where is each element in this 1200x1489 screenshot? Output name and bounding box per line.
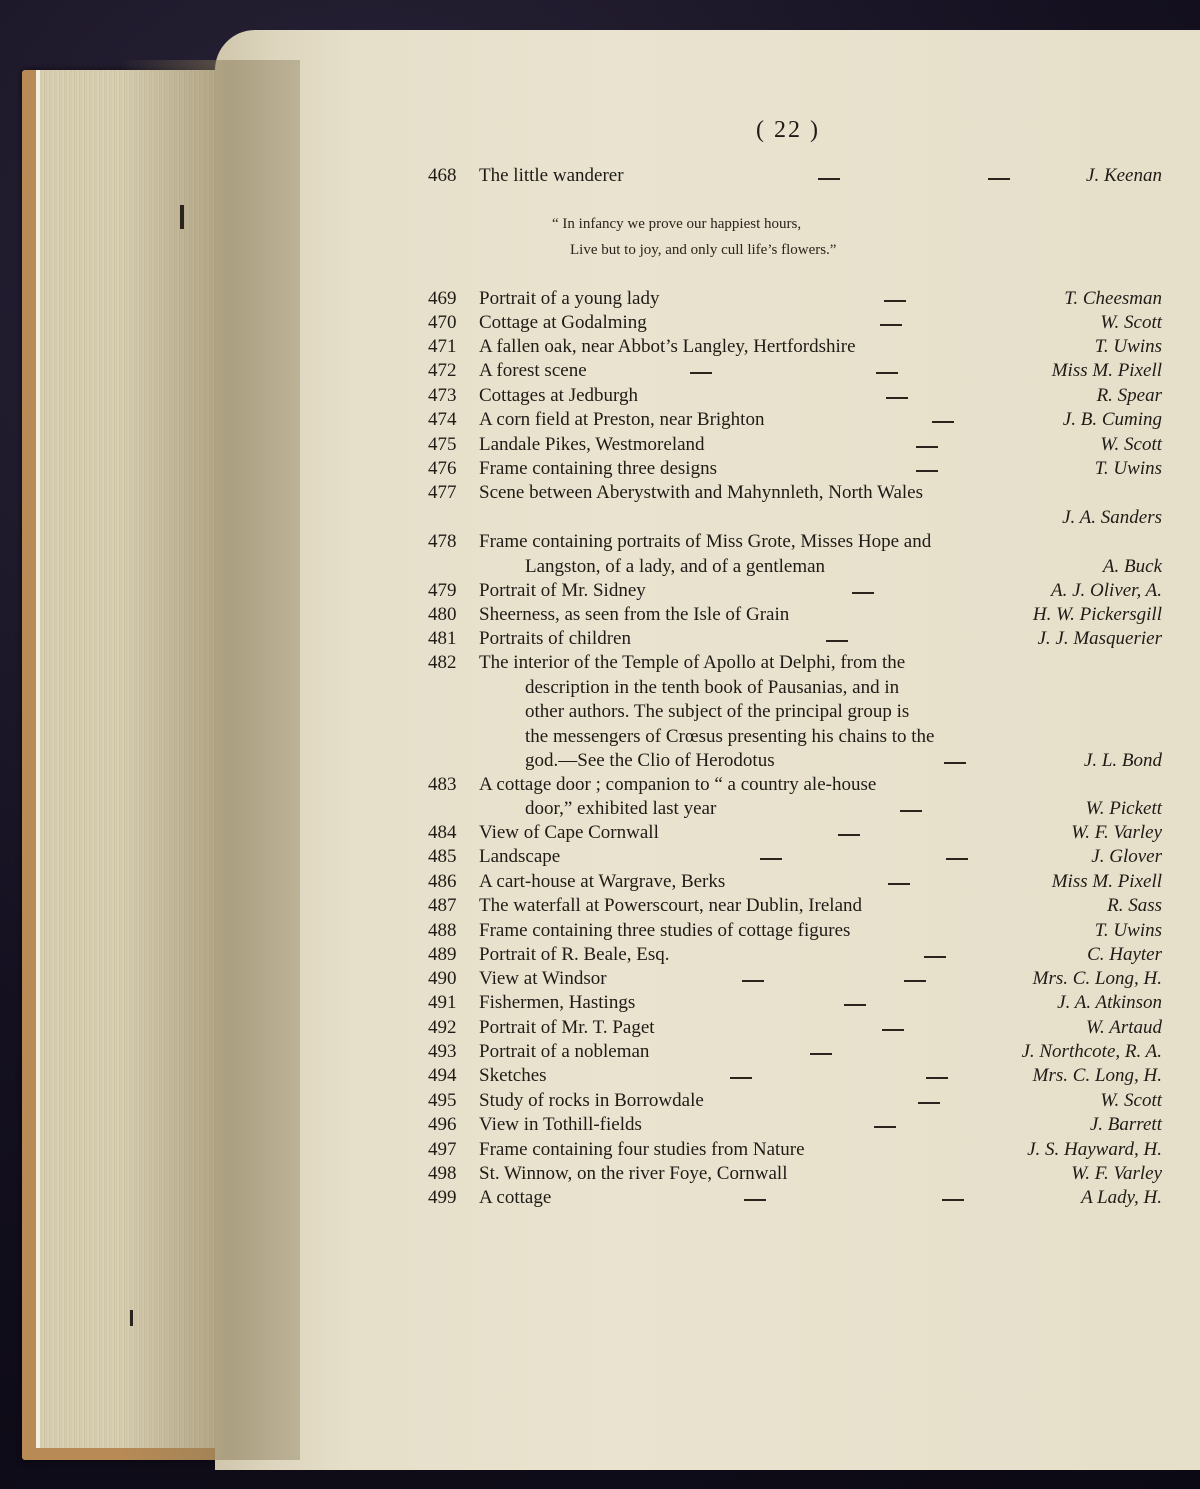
entry-title-continued: description in the tenth book of Pausanias, and in — [525, 677, 900, 698]
entry-title: Frame containing four studies from Nature — [479, 1139, 805, 1160]
entry-artist: J. A. Sanders — [1062, 507, 1162, 528]
entry-number: 474 — [428, 409, 457, 430]
entry-number: 482 — [428, 652, 457, 673]
entry-title: The little wanderer — [479, 165, 624, 186]
entry-number: 491 — [428, 992, 457, 1013]
entry-title: Cottage at Godalming — [479, 312, 647, 333]
entry-number: 488 — [428, 920, 457, 941]
entry-artist: W. F. Varley — [1071, 822, 1162, 843]
leader-dash — [744, 1199, 766, 1201]
entry-artist: J. S. Hayward, H. — [1027, 1139, 1162, 1160]
entry-number: 472 — [428, 360, 457, 381]
entry-artist: J. Barrett — [1089, 1114, 1162, 1135]
leader-dash — [844, 1004, 866, 1006]
entry-number: 485 — [428, 846, 457, 867]
entry-number: 498 — [428, 1163, 457, 1184]
gutter-shadow — [120, 60, 300, 1460]
entry-title: A fallen oak, near Abbot’s Langley, Hertfordshire — [479, 336, 856, 357]
entry-title: Fishermen, Hastings — [479, 992, 636, 1013]
entry-number: 487 — [428, 895, 457, 916]
entry-number: 492 — [428, 1017, 457, 1038]
entry-number: 476 — [428, 458, 457, 479]
entry-number: 490 — [428, 968, 457, 989]
leader-dash — [988, 178, 1010, 180]
leader-dash — [742, 980, 764, 982]
entry-artist: W. Scott — [1100, 434, 1162, 455]
entry-title: Portrait of a nobleman — [479, 1041, 650, 1062]
quote-line-2: Live but to joy, and only cull life’s flowers.” — [570, 242, 837, 258]
leader-dash — [852, 592, 874, 594]
entry-number: 499 — [428, 1187, 457, 1208]
entry-number: 493 — [428, 1041, 457, 1062]
leader-dash — [810, 1053, 832, 1055]
entry-artist: Mrs. C. Long, H. — [1032, 1065, 1162, 1086]
entry-title-continued: other authors. The subject of the principal group is — [525, 701, 910, 722]
leader-dash — [904, 980, 926, 982]
entry-artist: Miss M. Pixell — [1051, 871, 1162, 892]
entry-title: View in Tothill-fields — [479, 1114, 642, 1135]
entry-artist: R. Sass — [1107, 895, 1162, 916]
entry-artist: T. Uwins — [1094, 336, 1162, 357]
entry-artist: W. Scott — [1100, 1090, 1162, 1111]
entry-number: 478 — [428, 531, 457, 552]
entry-title: Frame containing portraits of Miss Grote, Misses Hope and — [479, 531, 932, 552]
entry-number: 489 — [428, 944, 457, 965]
leader-dash — [900, 810, 922, 812]
entry-number: 470 — [428, 312, 457, 333]
entry-title: Scene between Aberystwith and Mahynnleth, North Wales — [479, 482, 923, 503]
entry-title: Portrait of R. Beale, Esq. — [479, 944, 670, 965]
entry-artist: J. Northcote, R. A. — [1021, 1041, 1162, 1062]
entry-title: Frame containing three studies of cottage figures — [479, 920, 851, 941]
entry-artist: C. Hayter — [1087, 944, 1162, 965]
entry-title: Study of rocks in Borrowdale — [479, 1090, 704, 1111]
entry-number: 473 — [428, 385, 457, 406]
entry-title-continued: Langston, of a lady, and of a gentleman — [525, 556, 826, 577]
entry-artist: A. J. Oliver, A. — [1051, 580, 1162, 601]
entry-number: 471 — [428, 336, 457, 357]
entry-artist: J. B. Cuming — [1062, 409, 1162, 430]
entry-number: 484 — [428, 822, 457, 843]
entry-artist: J. Keenan — [1086, 165, 1162, 186]
entry-title: A cart-house at Wargrave, Berks — [479, 871, 726, 892]
ink-mark — [180, 205, 184, 229]
entry-number: 469 — [428, 288, 457, 309]
entry-artist: J. L. Bond — [1083, 750, 1162, 771]
entry-artist: J. J. Masquerier — [1037, 628, 1162, 649]
entry-number: 486 — [428, 871, 457, 892]
leader-dash — [760, 858, 782, 860]
leader-dash — [826, 640, 848, 642]
leader-dash — [916, 446, 938, 448]
entry-number: 497 — [428, 1139, 457, 1160]
entry-title-continued: door,” exhibited last year — [525, 798, 717, 819]
entry-title: Portrait of a young lady — [479, 288, 660, 309]
ink-mark — [130, 1310, 133, 1326]
entry-title: Frame containing three designs — [479, 458, 717, 479]
entry-artist: A Lady, H. — [1081, 1187, 1162, 1208]
entry-artist: J. Glover — [1091, 846, 1162, 867]
entry-title: A cottage — [479, 1187, 552, 1208]
entry-title-continued: the messengers of Crœsus presenting his chains to the — [525, 726, 935, 747]
entry-title: Portraits of children — [479, 628, 631, 649]
entry-title-continued: god.—See the Clio of Herodotus — [525, 750, 775, 771]
leader-dash — [884, 300, 906, 302]
leader-dash — [888, 883, 910, 885]
leader-dash — [916, 470, 938, 472]
quote-line-1: “ In infancy we prove our happiest hours, — [552, 216, 802, 232]
entry-artist: T. Cheesman — [1064, 288, 1162, 309]
entry-number: 496 — [428, 1114, 457, 1135]
entry-number: 480 — [428, 604, 457, 625]
entry-number: 483 — [428, 774, 457, 795]
leader-dash — [876, 372, 898, 374]
entry-artist: W. Artaud — [1085, 1017, 1162, 1038]
page-number: ( 22 ) — [756, 117, 820, 143]
entry-title: View of Cape Cornwall — [479, 822, 659, 843]
entry-number: 481 — [428, 628, 457, 649]
entry-artist: W. Scott — [1100, 312, 1162, 333]
entry-title: The waterfall at Powerscourt, near Dublin, Ireland — [479, 895, 863, 916]
entry-artist: T. Uwins — [1094, 920, 1162, 941]
leader-dash — [886, 397, 908, 399]
entry-number: 475 — [428, 434, 457, 455]
leader-dash — [932, 421, 954, 423]
entry-title: The interior of the Temple of Apollo at Delphi, from the — [479, 652, 906, 673]
leader-dash — [926, 1077, 948, 1079]
entry-artist: Miss M. Pixell — [1051, 360, 1162, 381]
entry-artist: W. Pickett — [1085, 798, 1162, 819]
entry-title: A corn field at Preston, near Brighton — [479, 409, 765, 430]
entry-artist: H. W. Pickersgill — [1032, 604, 1162, 625]
entry-title: A forest scene — [479, 360, 587, 381]
leader-dash — [946, 858, 968, 860]
leader-dash — [944, 762, 966, 764]
entry-title: Sketches — [479, 1065, 547, 1086]
leader-dash — [730, 1077, 752, 1079]
entry-title: St. Winnow, on the river Foye, Cornwall — [479, 1163, 788, 1184]
entry-title: A cottage door ; companion to “ a country ale-house — [479, 774, 877, 795]
entry-artist: A. Buck — [1102, 556, 1162, 577]
entry-number: 495 — [428, 1090, 457, 1111]
entry-artist: W. F. Varley — [1071, 1163, 1162, 1184]
leader-dash — [690, 372, 712, 374]
entry-number: 479 — [428, 580, 457, 601]
leader-dash — [838, 834, 860, 836]
entry-number: 494 — [428, 1065, 457, 1086]
entry-title: Cottages at Jedburgh — [479, 385, 639, 406]
entry-title: Landscape — [479, 846, 561, 867]
leader-dash — [942, 1199, 964, 1201]
entry-number: 477 — [428, 482, 457, 503]
leader-dash — [880, 324, 902, 326]
leader-dash — [924, 956, 946, 958]
entry-title: Portrait of Mr. T. Paget — [479, 1017, 655, 1038]
leader-dash — [918, 1102, 940, 1104]
entry-artist: J. A. Atkinson — [1057, 992, 1162, 1013]
leader-dash — [818, 178, 840, 180]
entry-artist: R. Spear — [1096, 385, 1162, 406]
entry-artist: Mrs. C. Long, H. — [1032, 968, 1162, 989]
entry-number: 468 — [428, 165, 457, 186]
entry-title: Portrait of Mr. Sidney — [479, 580, 646, 601]
entry-title: Sheerness, as seen from the Isle of Grain — [479, 604, 790, 625]
entry-title: Landale Pikes, Westmoreland — [479, 434, 705, 455]
entry-title: View at Windsor — [479, 968, 607, 989]
leader-dash — [874, 1126, 896, 1128]
leader-dash — [882, 1029, 904, 1031]
entry-artist: T. Uwins — [1094, 458, 1162, 479]
